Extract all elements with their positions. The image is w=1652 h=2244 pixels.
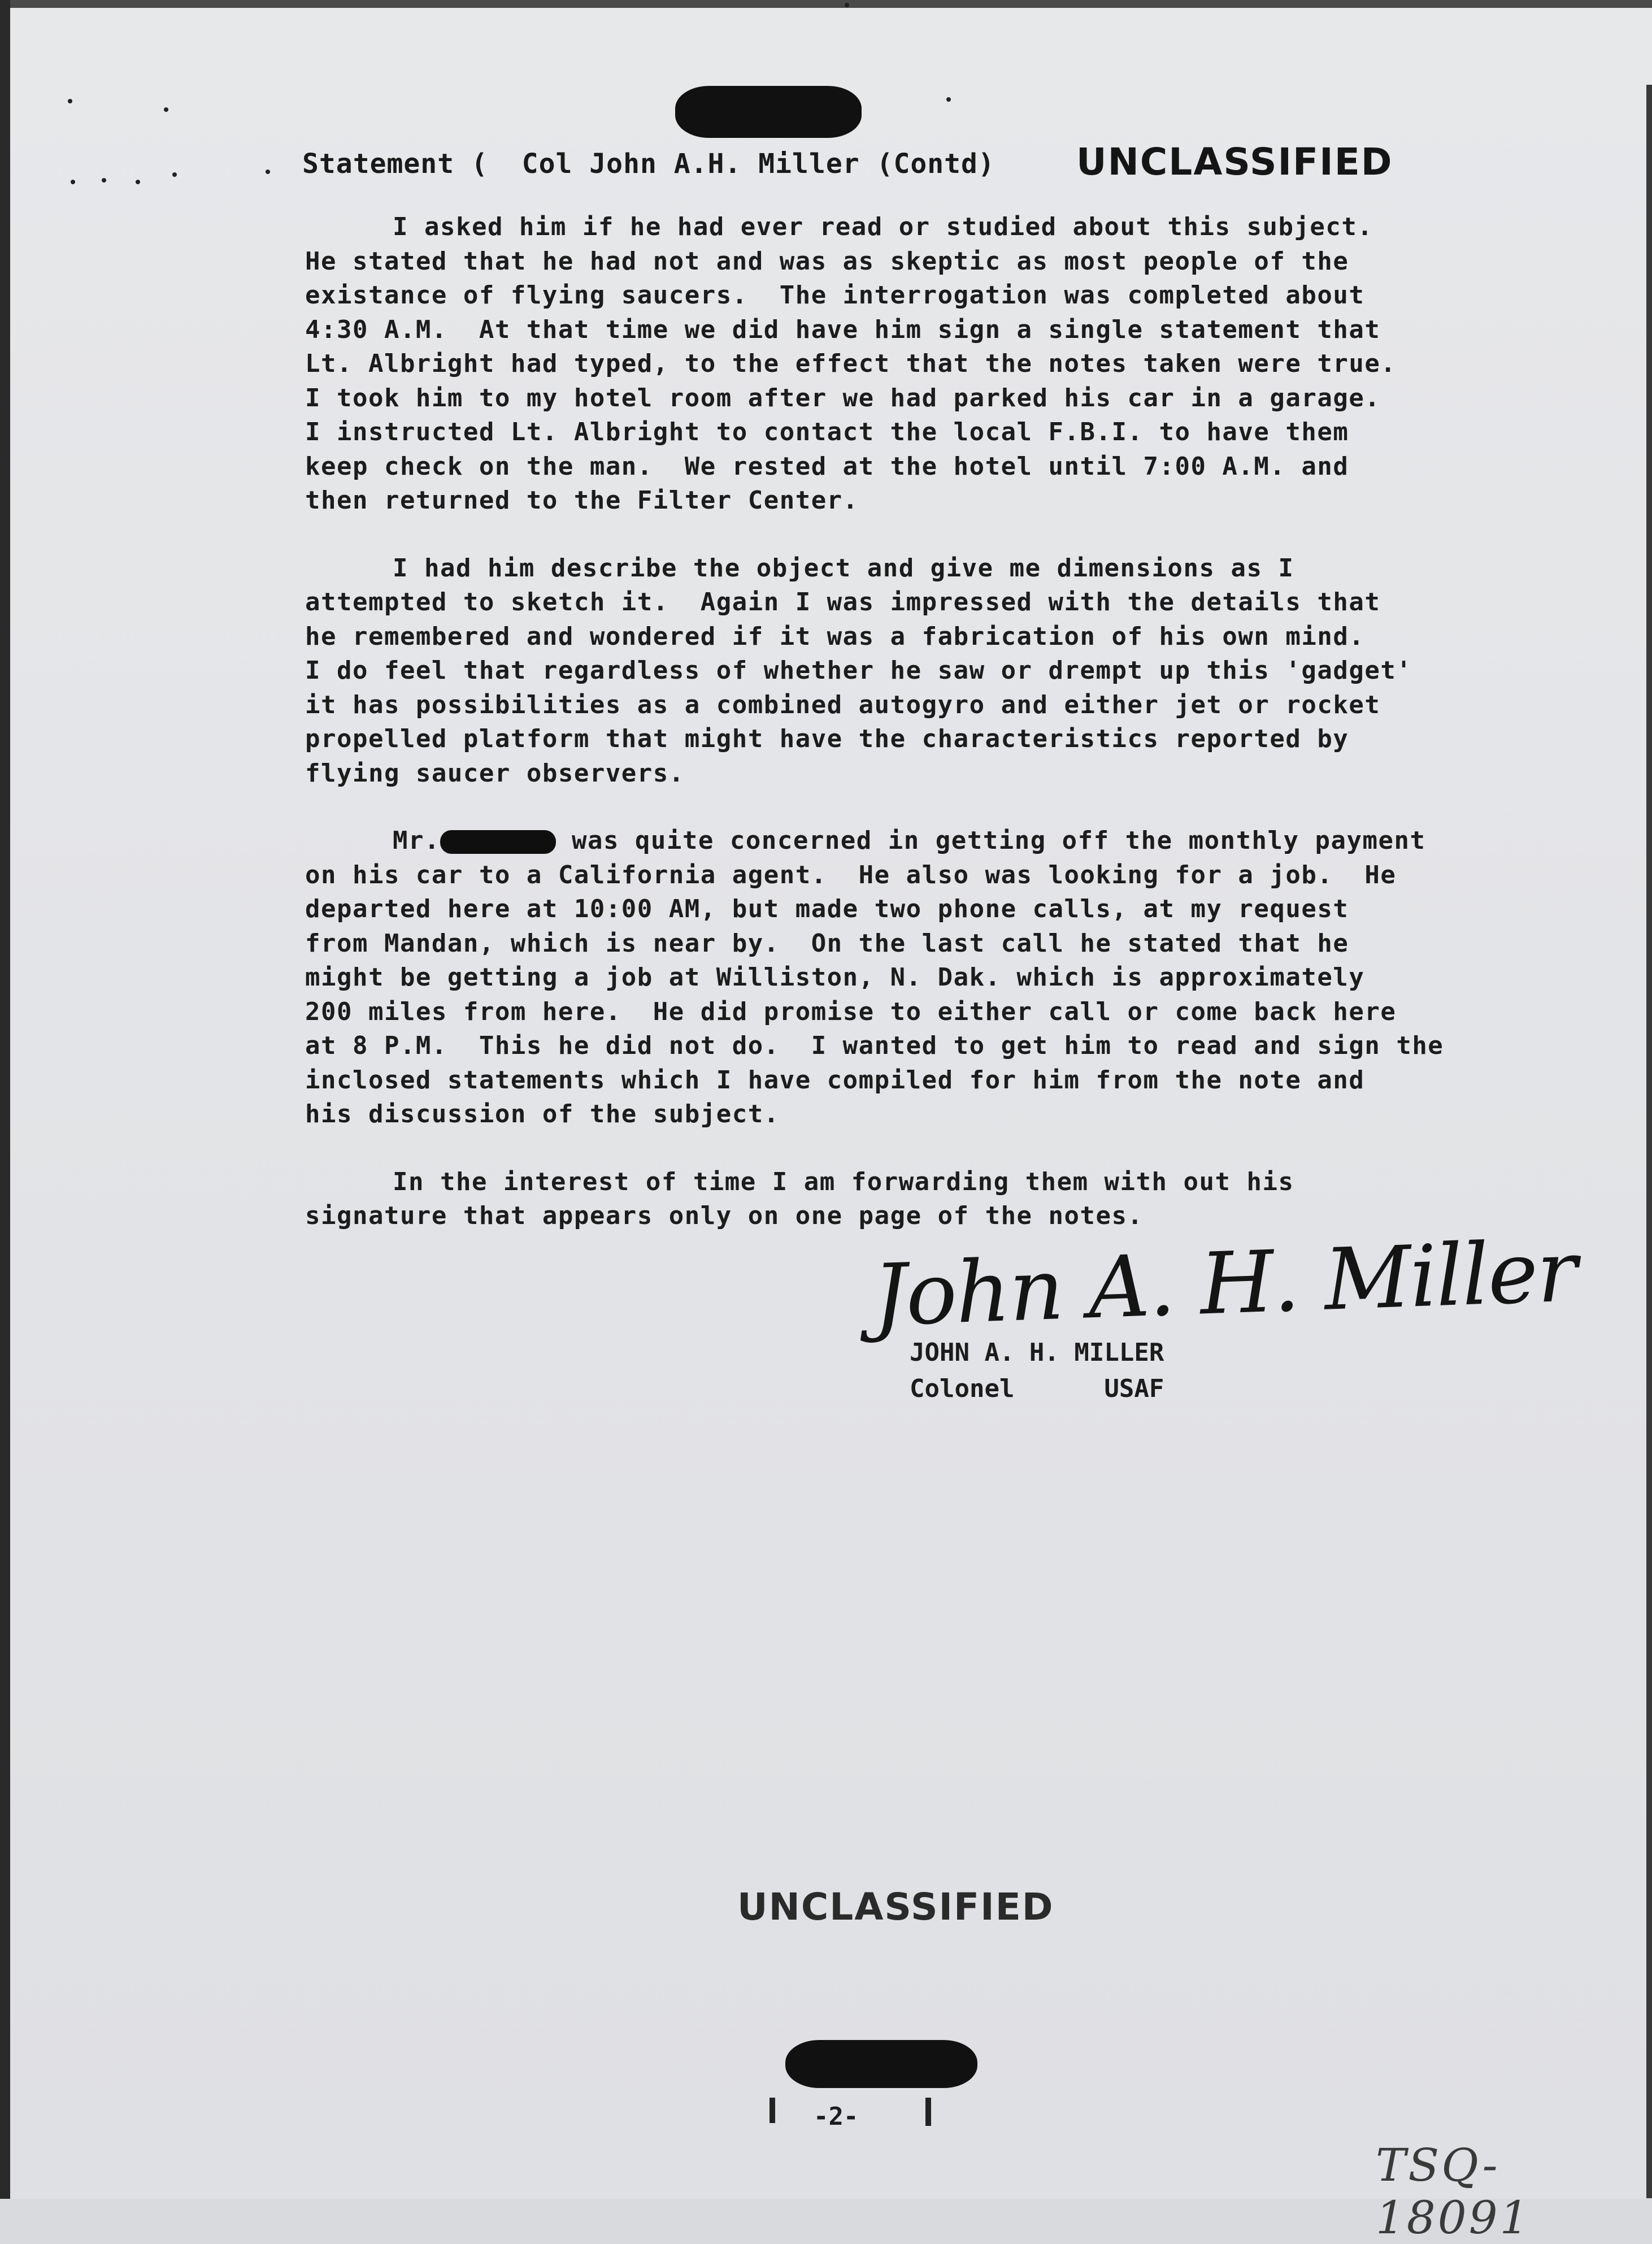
document-number: TSQ-18091 [1376,2139,1531,2244]
scan-speck [102,178,106,183]
text-line: then returned to the Filter Center. [305,486,859,515]
text-line [305,824,1559,858]
scan-speck [68,99,72,103]
text-line: on his car to a California agent. He also was looking for a job. He [305,860,1397,889]
text-line: existance of flying saucers. The interrogation was completed about [305,281,1365,310]
scan-speck [164,107,168,112]
redaction-bottom [785,2040,977,2088]
first-line-remainder: was quite concerned in getting off the monthly payment [555,826,1426,855]
page-header: Statement ( Col John A.H. Miller (Contd) [302,148,995,180]
text-line: departed here at 10:00 AM, but made two phone calls, at my request [305,895,1349,923]
text-line: he remembered and wondered if it was a fabrication of his own mind. [305,622,1365,651]
text-line: In the interest of time I am forwarding them with out his [393,1167,1294,1196]
classification-stamp-top: UNCLASSIFIED [1076,140,1393,184]
text-line: his discussion of the subject. [305,1100,780,1128]
signer-service: USAF [1104,1374,1164,1403]
signature-block [910,1335,1164,1407]
text-line: I had him describe the object and give me dimensions as I [393,553,1294,583]
text-line: inclosed statements which I have compiled for him from the note and [305,1065,1365,1095]
scan-speck [845,3,849,7]
page-number: -2- [814,2102,859,2131]
text-line: I took him to my hotel room after we had parked his car in a garage. [305,383,1381,413]
scan-speck [71,180,75,184]
letter-body [305,210,1559,1267]
text-line: I do feel that regardless of whether he saw or drempt up this 'gadget' [305,656,1412,685]
paragraph-3 [305,824,1559,1132]
text-line: I instructed Lt. Albright to contact the local F.B.I. to have them [305,418,1349,446]
scan-speck [946,97,951,102]
text-line: signature that appears only on one page of the notes. [305,1201,1144,1230]
text-line: at 8 P.M. This he did not do. I wanted to get him to read and sign the [305,1031,1444,1060]
signer-rank: Colonel [910,1374,1015,1403]
scan-edge-right [1646,85,1652,2198]
text-line: attempted to sketch it. Again I was impressed with the details that [305,588,1381,617]
scan-edge-top [0,0,1652,8]
classification-stamp-bottom: UNCLASSIFIED [737,1885,1054,1929]
text-line: it has possibilities as a combined autogyro and either jet or rocket [305,690,1381,719]
scan-speck [172,172,177,177]
scan-speck [266,170,270,174]
text-line: propelled platform that might have the characteristics reported by [305,724,1349,753]
text-line: from Mandan, which is near by. On the last call he stated that he [305,928,1349,958]
scan-mark [770,2098,775,2123]
paragraph-1 [305,210,1559,518]
text-line: keep check on the man. We rested at the hotel until 7:00 A.M. and [305,452,1349,481]
redacted-name [440,830,556,854]
scan-edge-left [0,0,10,2199]
text-line: might be getting a job at Williston, N. Dak. which is approximately [305,963,1365,992]
scan-mark [925,2098,931,2126]
scan-speck [136,180,140,184]
text-line: 4:30 A.M. At that time we did have him sign a single statement that [305,315,1381,344]
redaction-top [675,86,862,138]
salutation-prefix: Mr. [393,826,440,855]
text-line: 200 miles from here. He did promise to either call or come back here [305,997,1397,1026]
paragraph-4 [305,1165,1559,1234]
text-line: flying saucer observers. [305,758,685,788]
text-line: He stated that he had not and was as skeptic as most people of the [305,246,1349,276]
text-line: I asked him if he had ever read or studied about this subject. [393,212,1373,241]
text-line: Lt. Albright had typed, to the effect that the notes taken were true. [305,349,1397,378]
paragraph-2 [305,552,1559,791]
handwritten-signature: John A. H. Miller [871,1222,1578,1345]
signer-name: JOHN A. H. MILLER [910,1338,1164,1367]
